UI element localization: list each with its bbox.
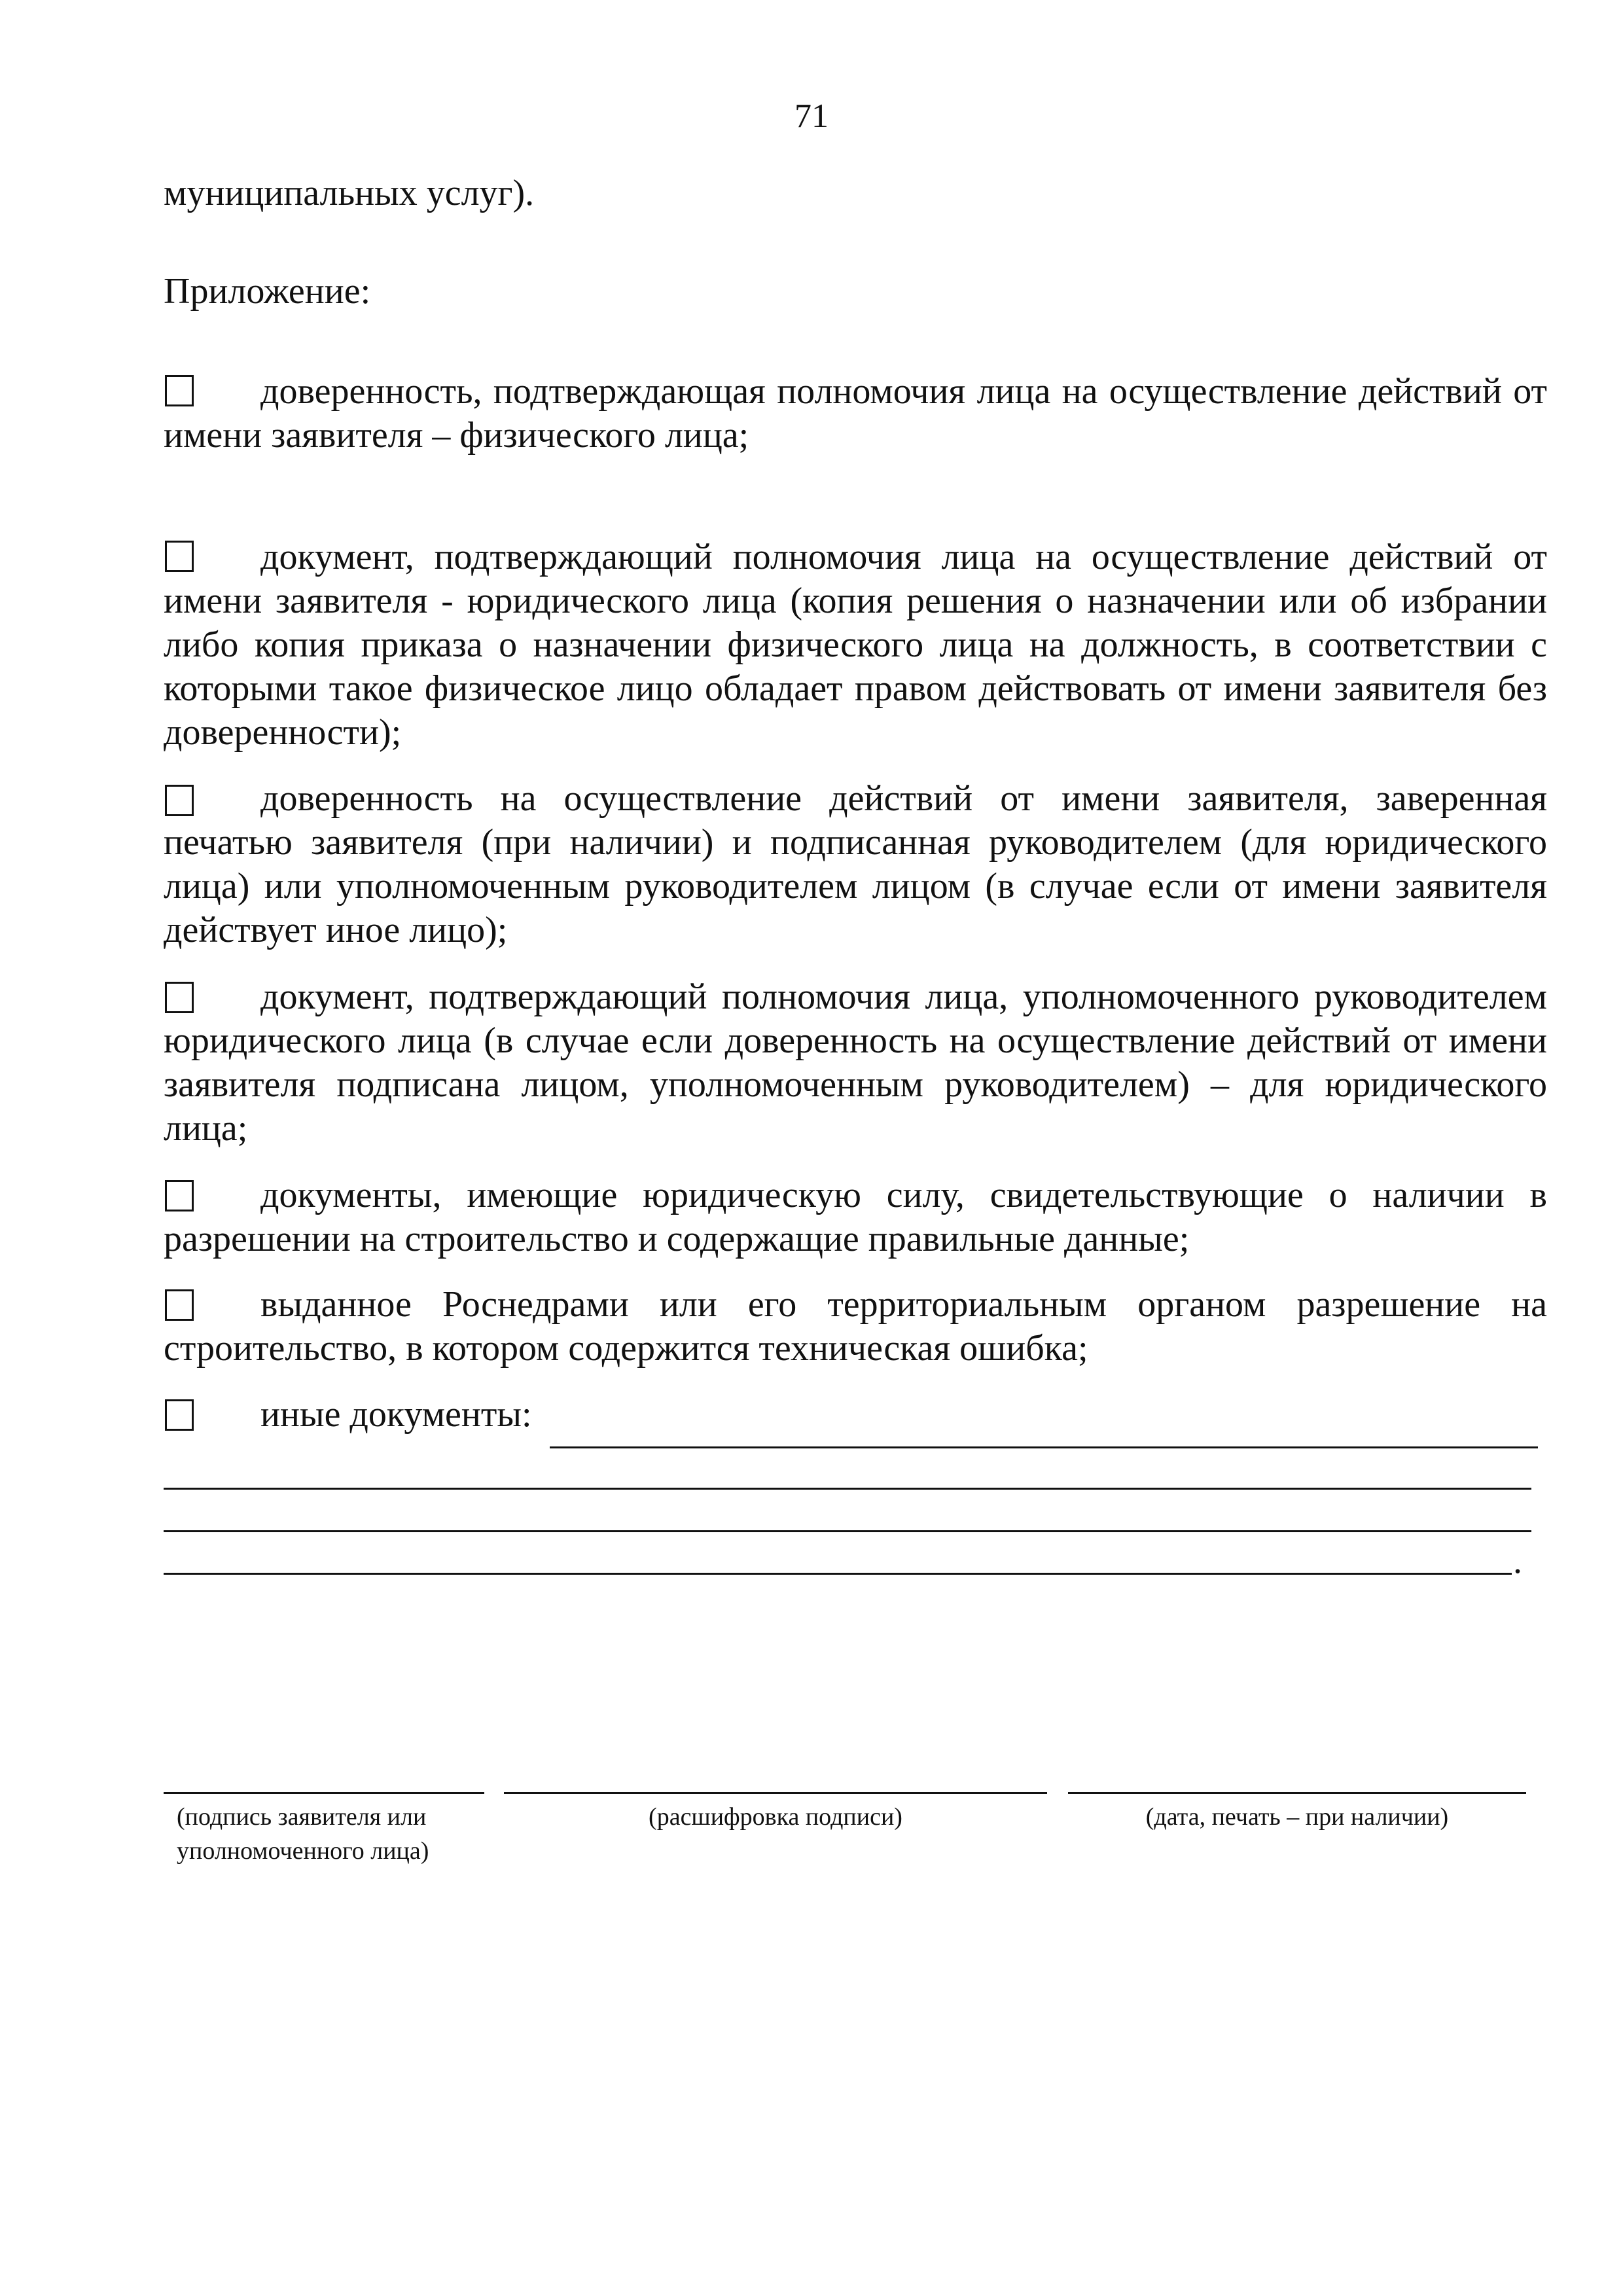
item-text: документ, подтверждающий полномочия лица на осуществление действий от имени заявителя - юридического лица (копия решения о назначении или об избрании либо копия приказа о назначении физического лица на должность, в соответствии с которыми такое физическое лицо обладает правом действовать от имени заявителя без доверенности); <box>164 537 1547 753</box>
item-text: документ, подтверждающий полномочия лица, уполномоченного руководителем юридического лица (в случае если доверенность на осуществление действий от имени заявителя подписана лицом, уполномоченным руководителем) – для юридического лица; <box>164 977 1547 1149</box>
checkbox-power-of-attorney-individual[interactable] <box>165 375 194 406</box>
attachment-item-power-of-attorney-individual <box>164 370 1547 457</box>
attachment-heading: Приложение: <box>164 271 371 312</box>
checkbox-permit-with-error[interactable] <box>165 1289 194 1321</box>
checkbox-power-of-attorney-sealed[interactable] <box>165 785 194 816</box>
signature-decoding-line[interactable] <box>504 1792 1047 1794</box>
fill-end-period: . <box>1513 1541 1522 1581</box>
checkbox-correct-data-documents[interactable] <box>165 1180 194 1211</box>
signature-line[interactable] <box>164 1792 484 1794</box>
other-documents-fill-line[interactable] <box>164 1573 1512 1575</box>
attachment-item-authorized-person-document <box>164 975 1547 1151</box>
signature-caption-line2: уполномоченного лица) <box>177 1837 429 1865</box>
item-text: доверенность на осуществление действий от имени заявителя, заверенная печатью заявителя (при наличии) и подписанная руководителем (для юридического лица) или уполномоченным руководителем лицом (в случае если от имени заявителя действует иное лицо); <box>164 778 1547 950</box>
page-number: 71 <box>794 98 829 135</box>
checkbox-authority-document-legal-entity[interactable] <box>165 541 194 572</box>
other-documents-label: иные документы: <box>260 1394 532 1435</box>
attachment-item-permit-with-error <box>164 1283 1547 1371</box>
other-documents-fill-line[interactable] <box>550 1446 1538 1448</box>
signature-caption <box>177 1800 491 1868</box>
attachment-item-authority-document-legal-entity <box>164 535 1547 755</box>
attachment-item-other-documents <box>164 1393 1547 1437</box>
item-text: документы, имеющие юридическую силу, свидетельствующие о наличии в разрешении на строительство и содержащие правильные данные; <box>164 1175 1547 1259</box>
signature-caption-line1: (подпись заявителя или <box>177 1803 427 1831</box>
decoding-caption: (расшифровка подписи) <box>649 1803 902 1831</box>
item-text: выданное Роснедрами или его территориальным органом разрешение на строительство, в котором содержится техническая ошибка; <box>164 1284 1547 1369</box>
item-text: доверенность, подтверждающая полномочия лица на осуществление действий от имени заявителя – физического лица; <box>164 371 1547 456</box>
other-documents-fill-line[interactable] <box>164 1488 1531 1490</box>
date-seal-line[interactable] <box>1068 1792 1526 1794</box>
checkbox-other-documents[interactable] <box>165 1399 194 1431</box>
attachment-item-correct-data-documents <box>164 1174 1547 1261</box>
date-caption: (дата, печать – при наличии) <box>1145 1803 1449 1831</box>
attachment-item-power-of-attorney-sealed <box>164 777 1547 952</box>
continuation-text: муниципальных услуг). <box>164 173 535 213</box>
checkbox-authorized-person-document[interactable] <box>165 982 194 1013</box>
other-documents-fill-line[interactable] <box>164 1530 1531 1532</box>
